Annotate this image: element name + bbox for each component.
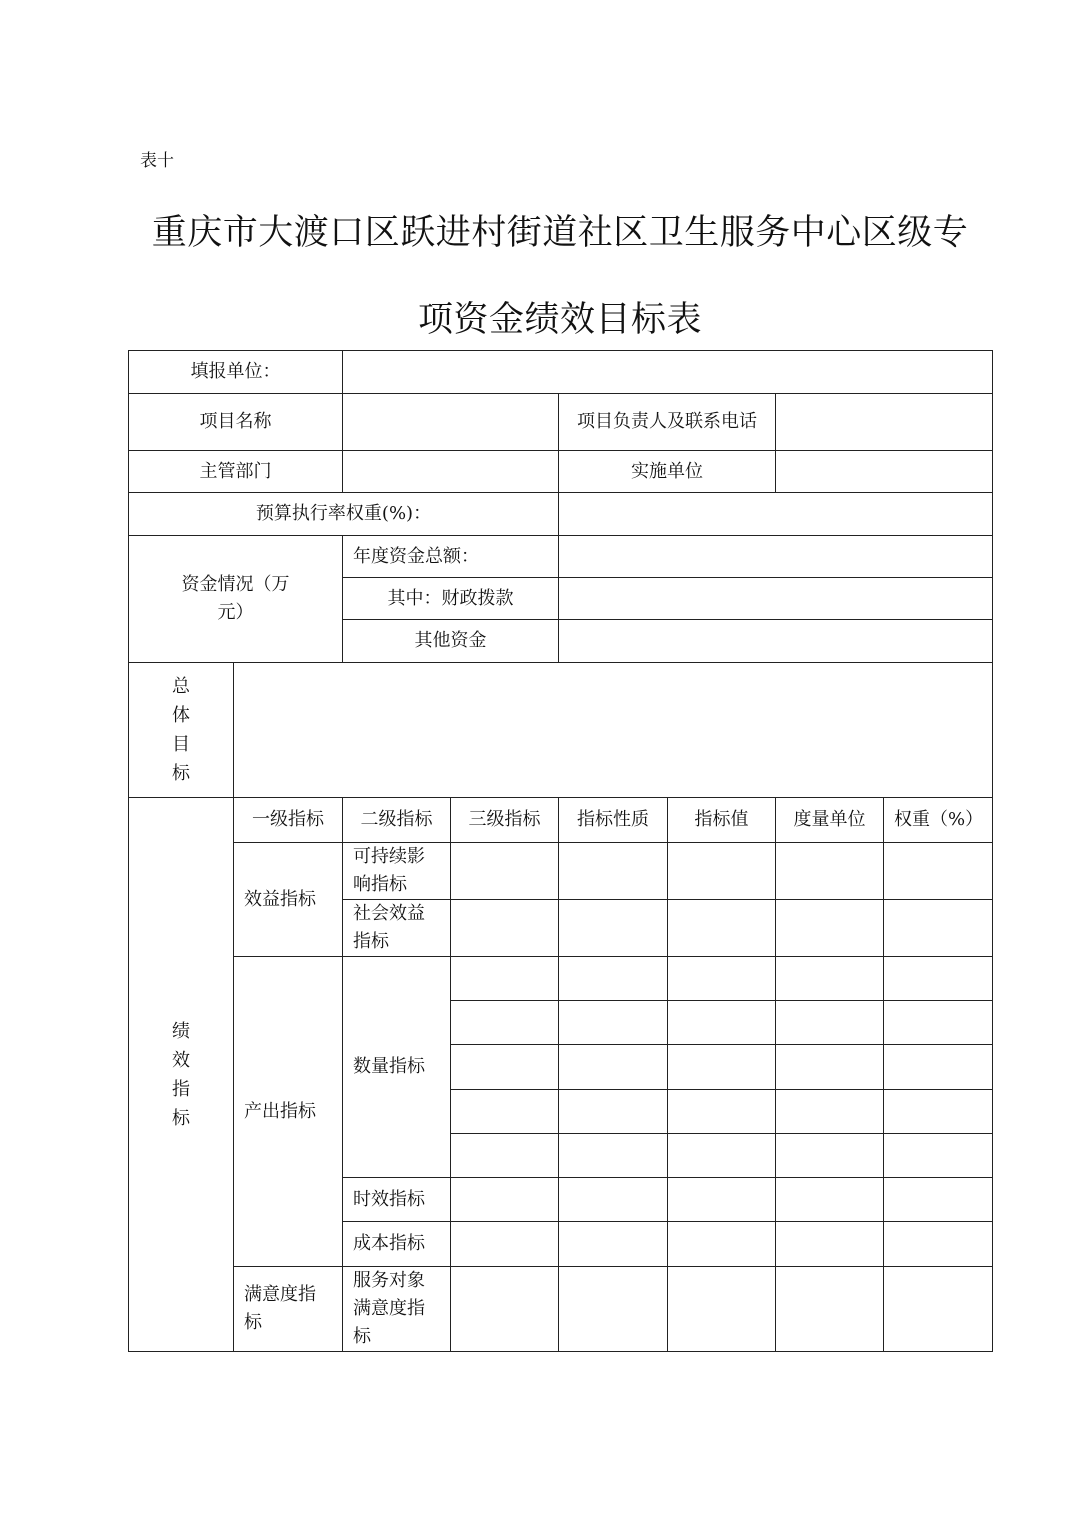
- fill-unit-label: 填报单位：: [129, 351, 343, 394]
- level3-cell[interactable]: [451, 957, 559, 1001]
- indicator-row: [129, 843, 993, 900]
- nature-cell[interactable]: [559, 1134, 668, 1178]
- level1-benefit: 效益指标: [234, 843, 343, 957]
- header-value: 指标值: [668, 798, 776, 843]
- level2-timeliness: 时效指标: [343, 1178, 451, 1222]
- budget-weight-label: 预算执行率权重(%)：: [129, 493, 559, 536]
- other-funds-label: 其他资金: [343, 620, 559, 663]
- level2-quantity: 数量指标: [343, 957, 451, 1178]
- weight-cell[interactable]: [884, 1222, 993, 1267]
- project-name-label: 项目名称: [129, 394, 343, 451]
- fund-status-label: [129, 536, 343, 663]
- level3-cell[interactable]: [451, 1222, 559, 1267]
- level2-social: 社会效益指标: [343, 900, 451, 957]
- overall-goal-field[interactable]: [234, 663, 993, 798]
- nature-cell[interactable]: [559, 1001, 668, 1045]
- weight-cell[interactable]: [884, 1267, 993, 1352]
- unit-cell[interactable]: [776, 957, 884, 1001]
- level1-output: 产出指标: [234, 957, 343, 1267]
- header-level3: 三级指标: [451, 798, 559, 843]
- row-project-name: [129, 394, 993, 451]
- indicator-row: [129, 1267, 993, 1352]
- value-cell[interactable]: [668, 1267, 776, 1352]
- unit-cell[interactable]: [776, 1178, 884, 1222]
- nature-cell[interactable]: [559, 1178, 668, 1222]
- performance-target-form: [128, 350, 993, 1352]
- level3-cell[interactable]: [451, 1178, 559, 1222]
- nature-cell[interactable]: [559, 1267, 668, 1352]
- implementing-unit-field[interactable]: [776, 451, 993, 493]
- unit-cell[interactable]: [776, 1134, 884, 1178]
- department-label: 主管部门: [129, 451, 343, 493]
- weight-cell[interactable]: [884, 1178, 993, 1222]
- fill-unit-field[interactable]: [343, 351, 993, 394]
- budget-weight-field[interactable]: [559, 493, 993, 536]
- weight-cell[interactable]: [884, 1134, 993, 1178]
- unit-cell[interactable]: [776, 1090, 884, 1134]
- unit-cell[interactable]: [776, 1001, 884, 1045]
- header-level1: 一级指标: [234, 798, 343, 843]
- project-leader-field[interactable]: [776, 394, 993, 451]
- nature-cell[interactable]: [559, 900, 668, 957]
- level3-cell[interactable]: [451, 1045, 559, 1090]
- annual-total-field[interactable]: [559, 536, 993, 578]
- value-cell[interactable]: [668, 843, 776, 900]
- level3-cell[interactable]: [451, 900, 559, 957]
- project-name-field[interactable]: [343, 394, 559, 451]
- level3-cell[interactable]: [451, 1090, 559, 1134]
- level3-cell[interactable]: [451, 1134, 559, 1178]
- header-unit: 度量单位: [776, 798, 884, 843]
- row-budget-weight: [129, 493, 993, 536]
- department-field[interactable]: [343, 451, 559, 493]
- overall-goal-text: 总体目标: [172, 676, 190, 784]
- header-nature: 指标性质: [559, 798, 668, 843]
- nature-cell[interactable]: [559, 957, 668, 1001]
- weight-cell[interactable]: [884, 1001, 993, 1045]
- weight-cell[interactable]: [884, 843, 993, 900]
- nature-cell[interactable]: [559, 1090, 668, 1134]
- unit-cell[interactable]: [776, 1267, 884, 1352]
- weight-cell[interactable]: [884, 900, 993, 957]
- nature-cell[interactable]: [559, 1222, 668, 1267]
- row-fill-unit: [129, 351, 993, 394]
- row-annual-total: [129, 536, 993, 578]
- unit-cell[interactable]: [776, 843, 884, 900]
- perf-indicators-label: [129, 798, 234, 1352]
- weight-cell[interactable]: [884, 1045, 993, 1090]
- header-weight: 权重（%）: [884, 798, 993, 843]
- value-cell[interactable]: [668, 1178, 776, 1222]
- weight-cell[interactable]: [884, 1090, 993, 1134]
- value-cell[interactable]: [668, 1222, 776, 1267]
- level3-cell[interactable]: [451, 1001, 559, 1045]
- value-cell[interactable]: [668, 900, 776, 957]
- fund-status-text: 资金情况（万元）: [181, 574, 290, 623]
- perf-indicators-text: 绩效指标: [172, 1020, 190, 1129]
- other-funds-field[interactable]: [559, 620, 993, 663]
- weight-cell[interactable]: [884, 957, 993, 1001]
- value-cell[interactable]: [668, 1045, 776, 1090]
- annual-total-label: 年度资金总额：: [343, 536, 559, 578]
- value-cell[interactable]: [668, 1001, 776, 1045]
- page-title-line-2: 项资金绩效目标表: [417, 300, 702, 340]
- row-overall-goal: [129, 663, 993, 798]
- value-cell[interactable]: [668, 1090, 776, 1134]
- level3-cell[interactable]: [451, 843, 559, 900]
- level3-cell[interactable]: [451, 1267, 559, 1352]
- fiscal-label: 其中：财政拨款: [343, 578, 559, 620]
- level1-satisfaction: 满意度指标: [234, 1267, 343, 1352]
- row-department: [129, 451, 993, 493]
- project-leader-label: 项目负责人及联系电话: [559, 394, 776, 451]
- unit-cell[interactable]: [776, 900, 884, 957]
- table-number: 表十: [140, 151, 174, 171]
- header-level2: 二级指标: [343, 798, 451, 843]
- level2-sustainable: 可持续影响指标: [343, 843, 451, 900]
- page-title-line-1: 重庆市大渡口区跃进村街道社区卫生服务中心区级专: [151, 213, 969, 253]
- value-cell[interactable]: [668, 957, 776, 1001]
- unit-cell[interactable]: [776, 1045, 884, 1090]
- value-cell[interactable]: [668, 1134, 776, 1178]
- nature-cell[interactable]: [559, 843, 668, 900]
- indicator-header-row: [129, 798, 993, 843]
- indicator-row: [129, 957, 993, 1001]
- unit-cell[interactable]: [776, 1222, 884, 1267]
- fiscal-field[interactable]: [559, 578, 993, 620]
- level2-service-satisfaction: 服务对象满意度指标: [343, 1267, 451, 1352]
- level2-cost: 成本指标: [343, 1222, 451, 1267]
- nature-cell[interactable]: [559, 1045, 668, 1090]
- implementing-unit-label: 实施单位: [559, 451, 776, 493]
- overall-goal-label: [129, 663, 234, 798]
